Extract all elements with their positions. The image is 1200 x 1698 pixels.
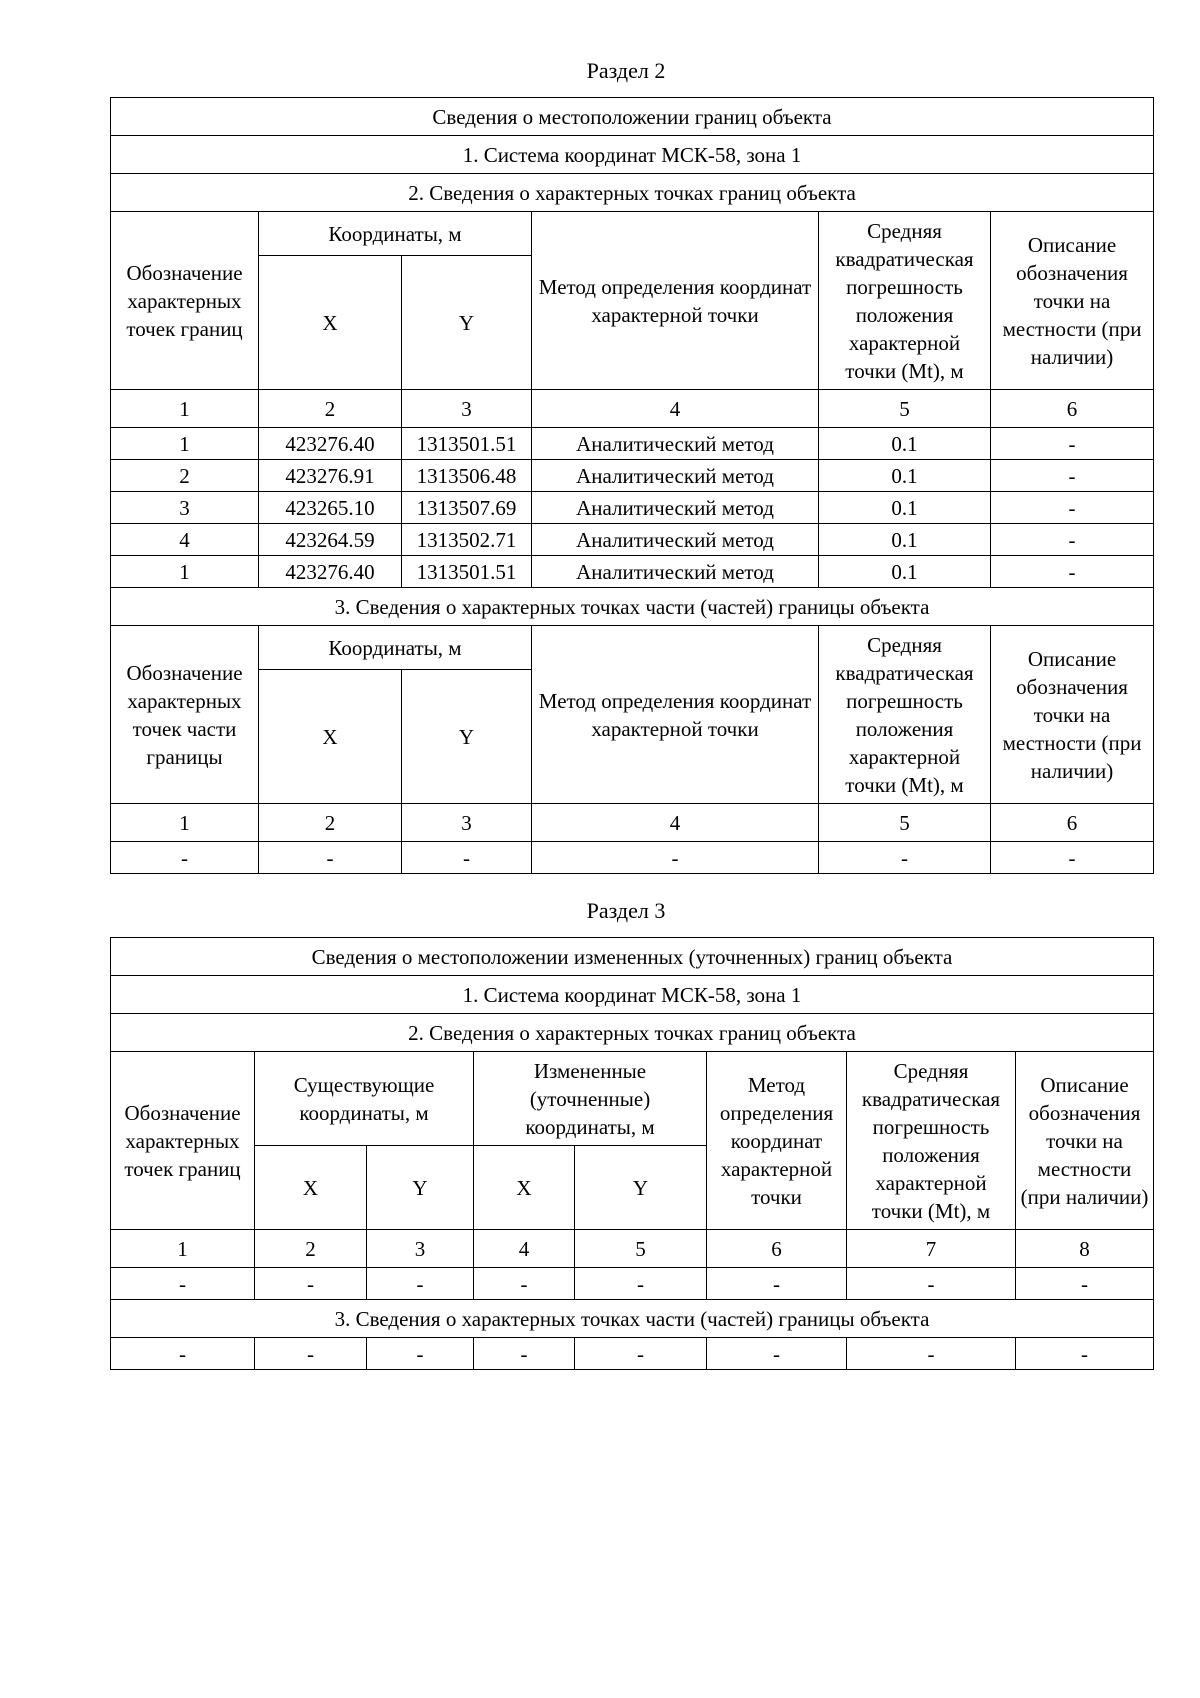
section-3-table: [110, 937, 1154, 1370]
table-cell-4: Аналитический метод: [532, 428, 819, 460]
table-cell-6: -: [707, 1268, 847, 1300]
col-number-3: 3: [402, 390, 532, 428]
table-cell-1: 3: [111, 492, 259, 524]
table-cell-2: -: [255, 1338, 367, 1370]
table-cell-2: -: [259, 842, 402, 874]
table-cell-5: 0.1: [819, 492, 991, 524]
table-cell-5: 0.1: [819, 556, 991, 588]
col-number-5: 5: [819, 390, 991, 428]
table-cell-6: -: [991, 842, 1154, 874]
table-cell-2: 423264.59: [259, 524, 402, 556]
parts-header-error: Средняя квадратическая погрешность положения характерной точки (Mt), м: [819, 626, 991, 804]
table-row: [111, 556, 1154, 588]
table-cell-5: -: [575, 1338, 707, 1370]
s3-header-x-changed: X: [474, 1146, 575, 1230]
table-cell-8: -: [1016, 1338, 1154, 1370]
s3-header-y-changed: Y: [575, 1146, 707, 1230]
table-cell-8: -: [1016, 1268, 1154, 1300]
table-cell-2: 423265.10: [259, 492, 402, 524]
table-cell-1: 1: [111, 428, 259, 460]
s3-header-existing: Существующие координаты, м: [255, 1052, 474, 1146]
col-number-6: 6: [991, 390, 1154, 428]
parts-col-number-5: 5: [819, 804, 991, 842]
table-cell-7: -: [847, 1338, 1016, 1370]
parts-col-number-3: 3: [402, 804, 532, 842]
table-cell-1: 4: [111, 524, 259, 556]
table-cell-6: -: [991, 428, 1154, 460]
s3-header-error: Средняя квадратическая погрешность положения характерной точки (Mt), м: [847, 1052, 1016, 1230]
parts-col-number-2: 2: [259, 804, 402, 842]
table-row: [111, 1338, 1154, 1370]
s3-header-x-existing: X: [255, 1146, 367, 1230]
table-cell-4: -: [532, 842, 819, 874]
header-error: Средняя квадратическая погрешность положения характерной точки (Mt), м: [819, 212, 991, 390]
header-designation: Обозначение характерных точек границ: [111, 212, 259, 390]
parts-col-number-1: 1: [111, 804, 259, 842]
table-cell-1: -: [111, 1338, 255, 1370]
table-cell-2: 423276.40: [259, 428, 402, 460]
s3-table-title: Сведения о местоположении измененных (уточненных) границ объекта: [111, 938, 1154, 976]
table-row: [111, 460, 1154, 492]
parts-header-method: Метод определения координат характерной точки: [532, 626, 819, 804]
table-row: [111, 842, 1154, 874]
table-cell-2: 423276.91: [259, 460, 402, 492]
table-cell-4: -: [474, 1268, 575, 1300]
table-cell-3: 1313501.51: [402, 428, 532, 460]
table-cell-3: 1313506.48: [402, 460, 532, 492]
col-number-2: 2: [259, 390, 402, 428]
parts-header-description: Описание обозначения точки на местности (при наличии): [991, 626, 1154, 804]
s3-col-number-7: 7: [847, 1230, 1016, 1268]
header-y: Y: [402, 256, 532, 390]
parts-header-designation: Обозначение характерных точек части границы: [111, 626, 259, 804]
table-cell-6: -: [991, 524, 1154, 556]
table-cell-1: -: [111, 842, 259, 874]
s3-col-number-1: 1: [111, 1230, 255, 1268]
table-cell-7: -: [847, 1268, 1016, 1300]
section-3-title: Раздел 3: [586, 898, 666, 923]
table-cell-6: -: [991, 556, 1154, 588]
s3-header-method: Метод определения координат характерной точки: [707, 1052, 847, 1230]
table-cell-3: -: [402, 842, 532, 874]
s3-col-number-5: 5: [575, 1230, 707, 1268]
table-cell-4: Аналитический метод: [532, 524, 819, 556]
table-cell-3: -: [367, 1268, 474, 1300]
s3-header-description: Описание обозначения точки на местности (при наличии): [1016, 1052, 1154, 1230]
s3-points-heading: 2. Сведения о характерных точках границ объекта: [111, 1014, 1154, 1052]
table-cell-1: -: [111, 1268, 255, 1300]
table-cell-5: -: [575, 1268, 707, 1300]
table-row: [111, 428, 1154, 460]
table-cell-5: -: [819, 842, 991, 874]
table-cell-6: -: [991, 460, 1154, 492]
s3-coord-system: 1. Система координат МСК-58, зона 1: [111, 976, 1154, 1014]
table-cell-6: -: [707, 1338, 847, 1370]
section-2-title: Раздел 2: [586, 58, 666, 83]
header-description: Описание обозначения точки на местности (при наличии): [991, 212, 1154, 390]
table-cell-5: 0.1: [819, 428, 991, 460]
section-2-table: [110, 97, 1154, 874]
parts-col-number-6: 6: [991, 804, 1154, 842]
parts-header-coords: Координаты, м: [259, 626, 532, 670]
table-cell-3: 1313507.69: [402, 492, 532, 524]
table-cell-3: 1313501.51: [402, 556, 532, 588]
s3-header-changed: Измененные (уточненные) координаты, м: [474, 1052, 707, 1146]
table-row: [111, 492, 1154, 524]
s3-col-number-6: 6: [707, 1230, 847, 1268]
col-number-1: 1: [111, 390, 259, 428]
table-cell-5: 0.1: [819, 524, 991, 556]
table-cell-1: 2: [111, 460, 259, 492]
table-cell-3: -: [367, 1338, 474, 1370]
table-cell-4: -: [474, 1338, 575, 1370]
parts-heading: 3. Сведения о характерных точках части (частей) границы объекта: [111, 588, 1154, 626]
s3-col-number-2: 2: [255, 1230, 367, 1268]
table-cell-6: -: [991, 492, 1154, 524]
header-coords: Координаты, м: [259, 212, 532, 256]
points-heading: 2. Сведения о характерных точках границ объекта: [111, 174, 1154, 212]
table-cell-4: Аналитический метод: [532, 556, 819, 588]
col-number-4: 4: [532, 390, 819, 428]
s3-parts-heading: 3. Сведения о характерных точках части (частей) границы объекта: [111, 1300, 1154, 1338]
table-row: [111, 1268, 1154, 1300]
table-row: [111, 524, 1154, 556]
table-cell-4: Аналитический метод: [532, 460, 819, 492]
s3-col-number-4: 4: [474, 1230, 575, 1268]
table-cell-4: Аналитический метод: [532, 492, 819, 524]
s3-header-y-existing: Y: [367, 1146, 474, 1230]
parts-header-x: X: [259, 670, 402, 804]
table-cell-3: 1313502.71: [402, 524, 532, 556]
header-x: X: [259, 256, 402, 390]
table-title: Сведения о местоположении границ объекта: [111, 98, 1154, 136]
s3-col-number-3: 3: [367, 1230, 474, 1268]
parts-header-y: Y: [402, 670, 532, 804]
table-cell-5: 0.1: [819, 460, 991, 492]
table-cell-1: 1: [111, 556, 259, 588]
s3-header-designation: Обозначение характерных точек границ: [111, 1052, 255, 1230]
s3-col-number-8: 8: [1016, 1230, 1154, 1268]
header-method: Метод определения координат характерной точки: [532, 212, 819, 390]
parts-col-number-4: 4: [532, 804, 819, 842]
table-cell-2: 423276.40: [259, 556, 402, 588]
coord-system: 1. Система координат МСК-58, зона 1: [111, 136, 1154, 174]
table-cell-2: -: [255, 1268, 367, 1300]
